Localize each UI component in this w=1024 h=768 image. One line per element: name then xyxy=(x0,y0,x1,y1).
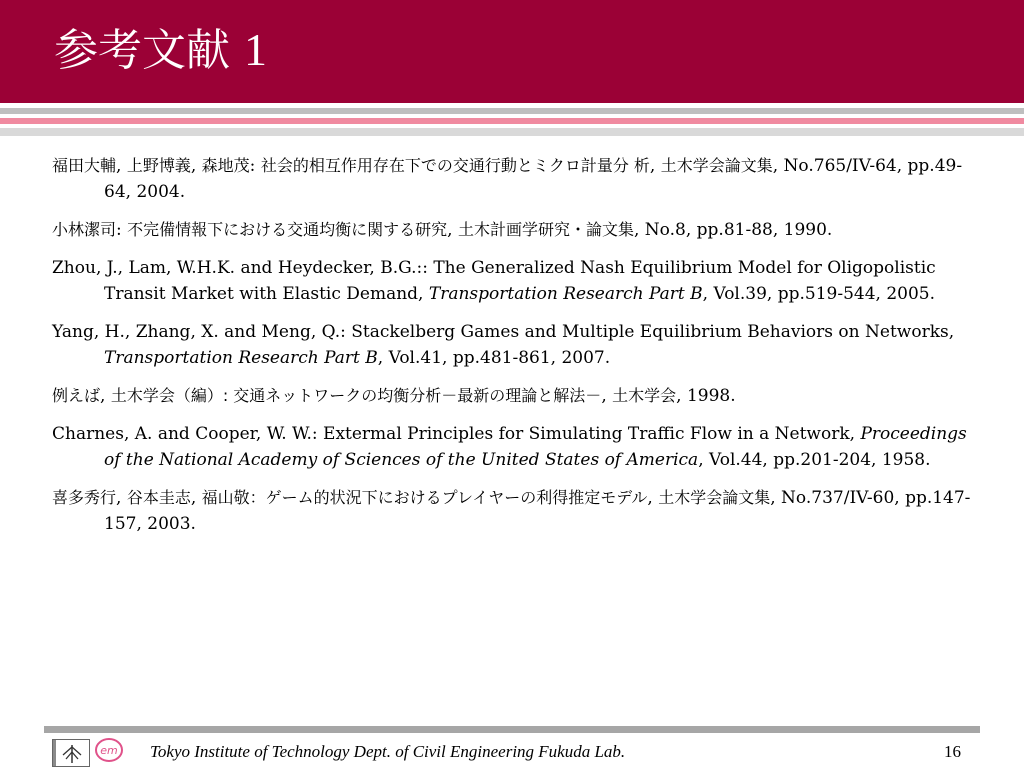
reference-text: : xyxy=(249,156,261,176)
reference-title: 社会的相互作用存在下での交通行動とミクロ計量分 析 xyxy=(260,156,650,175)
reference-details: , Vol.39, pp.519-544, 2005. xyxy=(702,284,935,304)
university-logo xyxy=(52,739,90,767)
reference-title: 福山敬：ゲーム的状況下におけるプレイヤーの利得推定モデル xyxy=(201,488,648,507)
reference-text: , xyxy=(447,220,458,240)
reference-details: , No.765/IV-64, pp.49-64, 2004. xyxy=(104,156,963,202)
reference-text: : xyxy=(116,220,128,240)
slide-title xyxy=(54,22,267,79)
reference-details: , Vol.44, pp.201-204, 1958. xyxy=(698,450,931,470)
reference-item xyxy=(52,255,982,307)
footer-text: Tokyo Institute of Technology Dept. of Civil Engineering Fukuda Lab. xyxy=(150,742,626,761)
lab-logo xyxy=(94,737,124,763)
reference-title: 不完備情報下における交通均衡に関する研究 xyxy=(127,220,448,239)
page-number: 16 xyxy=(944,742,961,761)
reference-journal: 土木計画学研究・論文集 xyxy=(457,220,634,239)
reference-author: 福田大輔 xyxy=(52,156,117,175)
reference-item xyxy=(52,153,982,205)
reference-author: 例えば xyxy=(52,386,101,405)
reference-details: , 1998. xyxy=(676,386,736,406)
reference-details: , Vol.41, pp.481-861, 2007. xyxy=(377,348,611,368)
reference-text: Charnes, A. and Cooper, W. W.: Extermal Principles for Simulating Traffic Flow in a Network, xyxy=(52,424,861,444)
reference-text: , xyxy=(116,156,127,176)
tree-emblem-icon xyxy=(55,741,89,765)
reference-author: 小林潔司 xyxy=(52,220,117,239)
reference-item xyxy=(52,421,982,473)
reference-text: , xyxy=(190,156,202,176)
reference-author: 上野博義 xyxy=(126,156,191,175)
reference-author: 谷本圭志 xyxy=(126,488,191,507)
em-logo-icon xyxy=(94,737,124,763)
slide-title-number: 1 xyxy=(244,24,267,75)
reference-title: 土木学会（編）: 交通ネットワークの均衡分析－最新の理論と解法－ xyxy=(110,386,602,405)
reference-journal: 土木学会 xyxy=(612,386,677,405)
reference-list xyxy=(52,153,982,549)
reference-details: , No.737/IV-60, pp.147-157, 2003. xyxy=(104,488,971,534)
reference-item xyxy=(52,319,982,371)
divider-stripe xyxy=(0,128,1024,136)
reference-text: , xyxy=(601,386,613,406)
reference-text: Zhou, J., Lam, W.H.K. and Heydecker, B.G.:: The Generalized Nash Equilibrium Model for Oligopolistic Transit Market with Elastic Demand, xyxy=(52,258,936,304)
reference-journal: Transportation Research Part B xyxy=(104,348,378,368)
slide-title-text: 参考文献 xyxy=(54,25,230,76)
reference-text: , xyxy=(649,156,661,176)
reference-text: , xyxy=(647,488,659,508)
reference-item xyxy=(52,217,982,243)
reference-journal: 土木学会論文集 xyxy=(660,156,773,175)
reference-author: 森地茂 xyxy=(201,156,250,175)
em-logo-text: em xyxy=(100,744,118,757)
reference-item xyxy=(52,485,982,537)
reference-journal: Proceedings of the National Academy of Sciences of the United States of America xyxy=(104,424,967,470)
reference-text: , xyxy=(116,488,127,508)
reference-item xyxy=(52,383,982,409)
footer-divider xyxy=(44,726,980,733)
reference-text: Yang, H., Zhang, X. and Meng, Q.: Stackelberg Games and Multiple Equilibrium Behaviors on Networks, xyxy=(52,322,955,342)
reference-text: , xyxy=(190,488,202,508)
reference-details: , No.8, pp.81-88, 1990. xyxy=(634,220,833,240)
reference-author: 喜多秀行 xyxy=(52,488,117,507)
reference-journal: 土木学会論文集 xyxy=(658,488,771,507)
reference-journal: Transportation Research Part B xyxy=(428,284,703,304)
reference-text: , xyxy=(100,386,111,406)
